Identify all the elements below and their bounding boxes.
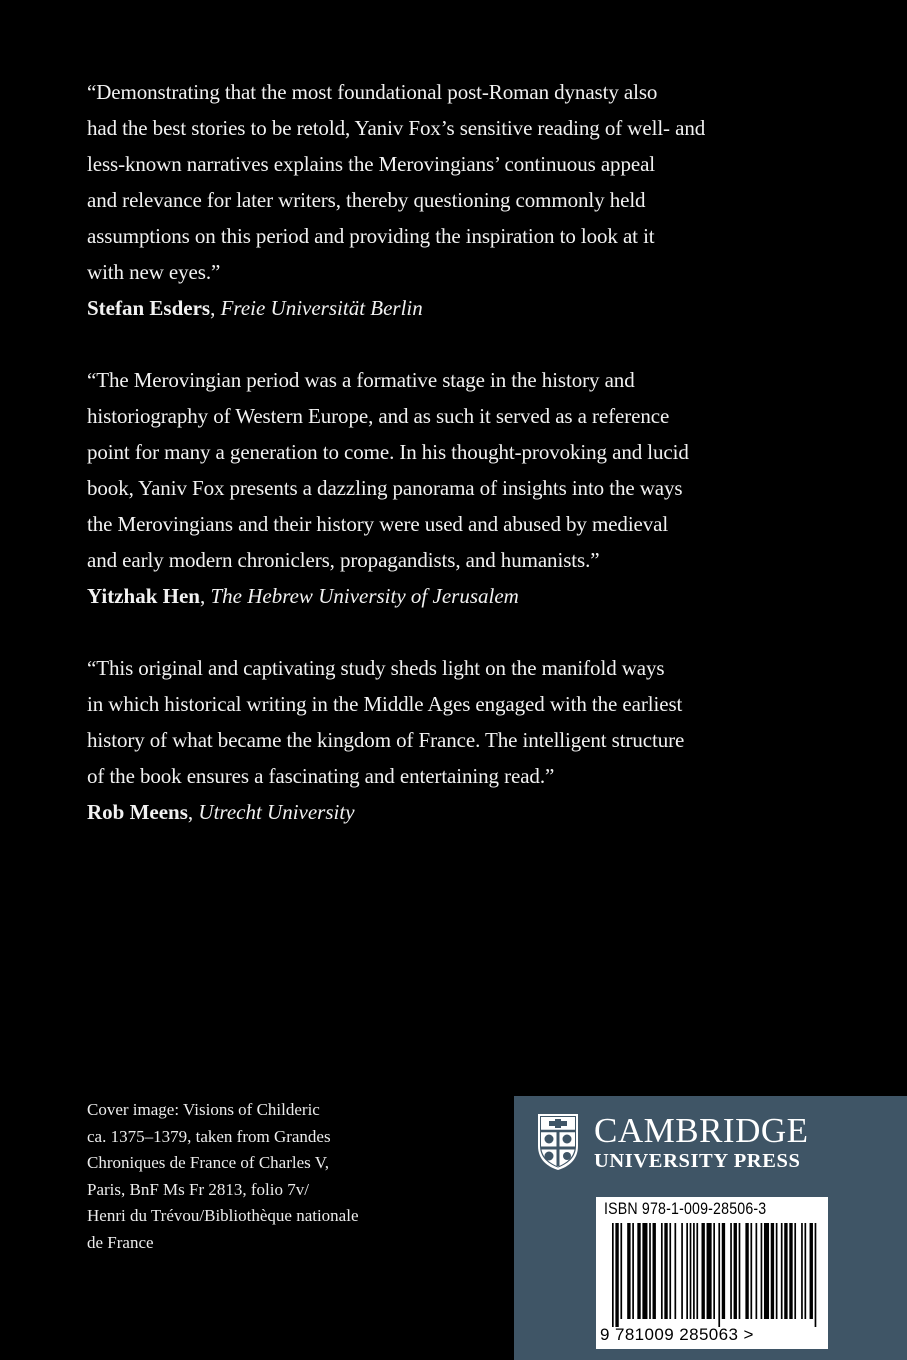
endorser-name: Rob Meens [87,800,188,824]
endorsement-1 [87,74,777,326]
barcode-bar [686,1223,688,1319]
quote-line: in which historical writing in the Middle Ages engaged with the earliest [87,692,683,716]
barcode-bar [669,1223,671,1319]
barcode-bar [804,1223,806,1319]
barcode-bar [781,1223,783,1319]
barcode-bar [776,1223,778,1319]
barcode-bar [620,1223,622,1319]
quote-line: and relevance for later writers, thereby questioning commonly held [87,188,646,212]
barcode-bar [690,1223,692,1319]
credit-line: Henri du Trévou/Bibliothèque nationale [87,1206,359,1225]
barcode-bar [739,1223,741,1319]
barcode-bar [771,1223,774,1319]
publisher-name-line2: UNIVERSITY PRESS [594,1150,801,1172]
barcode-bar [627,1223,630,1319]
endorsement-text [87,650,777,794]
quote-line: “This original and captivating study sheds light on the manifold ways [87,656,665,680]
cambridge-shield-icon [536,1112,580,1172]
barcode-bar [637,1223,640,1319]
endorser-institution: Utrecht University [198,800,355,824]
isbn-label: ISBN 978-1-009-28506-3 [604,1200,767,1218]
barcode-bar [750,1223,752,1319]
quote-line: “Demonstrating that the most foundational post-Roman dynasty also [87,80,658,104]
barcode-bars [612,1223,818,1327]
isbn-barcode [596,1197,828,1349]
endorsement-text [87,74,777,290]
barcode-bar [674,1223,676,1319]
credit-line: ca. 1375–1379, taken from Grandes [87,1126,331,1146]
credit-line: Paris, BnF Ms Fr 2813, folio 7v/ [87,1179,309,1199]
credit-line: Chroniques de France of Charles V, [87,1153,330,1172]
cover-image-credit [87,1097,417,1256]
barcode-bar [810,1223,813,1319]
barcode-bar [615,1223,618,1327]
credit-line: Cover image: Visions of Childeric [87,1100,320,1119]
endorsement-3 [87,650,777,830]
barcode-bar [764,1223,769,1319]
endorsement-text [87,362,777,578]
barcode-bar [794,1223,796,1319]
credit-line: de France [87,1232,154,1252]
barcode-bar [734,1223,737,1319]
barcode-bar [612,1223,614,1327]
quote-line: assumptions on this period and providing the inspiration to look at it [87,224,655,248]
barcode-bar [649,1223,651,1319]
barcode-bar [756,1223,758,1319]
barcode-bar [632,1223,634,1319]
publisher-panel [514,1096,907,1360]
barcode-bar [664,1223,667,1319]
endorsement-attribution: Yitzhak Hen, The Hebrew University of Jerusalem [87,584,519,608]
endorser-name: Stefan Esders [87,296,211,320]
endorsements [87,74,777,830]
barcode-bar [789,1223,792,1319]
quote-line: of the book ensures a fascinating and entertaining read.” [87,764,555,788]
quote-line: book, Yaniv Fox presents a dazzling panorama of insights into the ways [87,476,683,500]
quote-line: the Merovingians and their history were used and abused by medieval [87,512,669,536]
quote-line: had the best stories to be retold, Yaniv Fox’s sensitive reading of well- and [87,116,706,140]
quote-line: history of what became the kingdom of France. The intelligent structure [87,728,685,752]
barcode-bar [707,1223,712,1319]
barcode-bar [693,1223,695,1319]
quote-line: “The Merovingian period was a formative stage in the history and [87,368,635,392]
endorsement-attribution: Rob Meens, Utrecht University [87,800,355,824]
publisher-name-line1: CAMBRIDGE [594,1111,809,1150]
barcode-bar [784,1223,787,1319]
barcode-bar [722,1223,725,1319]
barcode-bar [661,1223,663,1319]
publisher-logo [536,1112,809,1176]
quote-line: less-known narratives explains the Merovingians’ continuous appeal [87,152,656,176]
barcode-bar [653,1223,656,1319]
endorser-institution: Freie Universität Berlin [220,296,423,320]
barcode-digits: 9 781009 285063 > [600,1325,754,1344]
endorser-institution: The Hebrew University of Jerusalem [210,584,519,608]
publisher-name [594,1112,809,1172]
quote-line: with new eyes.” [87,260,221,284]
endorser-name: Yitzhak Hen [87,584,200,608]
barcode-bar [701,1223,704,1319]
endorsement-attribution: Stefan Esders, Freie Universität Berlin [87,296,423,320]
barcode-bar [730,1223,732,1319]
barcode-bar [642,1223,647,1319]
barcode-bar [815,1223,817,1327]
barcode-bar [718,1223,720,1327]
endorsement-2 [87,362,777,614]
barcode-bar [696,1223,698,1319]
quote-line: historiography of Western Europe, and as such it served as a reference [87,404,670,428]
barcode-bar [713,1223,715,1319]
barcode-bar [761,1223,763,1319]
barcode-bar [681,1223,683,1319]
quote-line: point for many a generation to come. In his thought-provoking and lucid [87,440,689,464]
barcode-bar [745,1223,748,1319]
quote-line: and early modern chroniclers, propagandists, and humanists.” [87,548,600,572]
barcode-bar [801,1223,803,1319]
